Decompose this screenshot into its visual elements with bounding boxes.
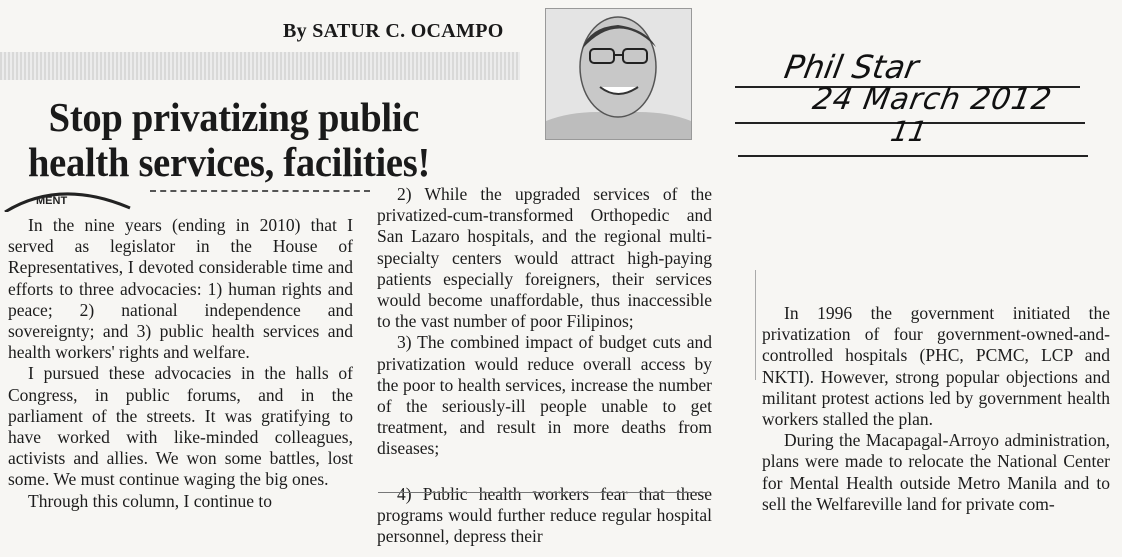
article-column-3 [762, 303, 1110, 515]
column-logo [0, 178, 140, 212]
headline [28, 95, 536, 185]
handwritten-line-3: 11 [888, 115, 930, 148]
headline-line-1: Stop privatizing public [48, 94, 420, 140]
byline: By SATUR C. OCAMPO [283, 20, 504, 42]
author-photo [545, 8, 692, 140]
column3-paragraph-1: In 1996 the government initiated the privatization of four government-owned-and-controlled hospitals (PHC, PCMC, LCP and NKTI). However, strong popular objections and militant protest actions led by government health workers stalled the plan. [762, 303, 1110, 430]
masthead-strip [0, 52, 520, 80]
column2-paragraph-1: 2) While the upgraded services of the privatized-cum-transformed Orthopedic and San Lazaro hospitals, and the regional multi-specialty centers would attract high-paying patients especially foreigners, their services would become unaffordable, thus inaccessible to the vast number of poor Filipinos; [377, 184, 712, 332]
column1-paragraph-2: I pursued these advocacies in the halls of Congress, in public forums, and in the parliament of the streets. It was gratifying to have worked with like-minded colleagues, activists and allies. We won some battles, lost some. We must continue waging the big ones. [8, 363, 353, 490]
column1-paragraph-3: Through this column, I continue to [28, 490, 272, 511]
handwritten-underline-3 [738, 155, 1088, 157]
column2-paragraph-2: 3) The combined impact of budget cuts and privatization would reduce overall access by the poor to health services, increase the number of the seriously-ill people unable to get treatment, and result in more deaths from diseases; [377, 332, 712, 459]
author-portrait-image [546, 9, 691, 139]
column2-paragraph-3: 4) Public health workers fear that these programs would further reduce regular hospital personnel, depress their [377, 483, 712, 547]
article-column-1 [8, 215, 353, 512]
dashed-rule [150, 190, 370, 192]
column3-paragraph-2: During the Macapagal-Arroyo administration, plans were made to relocate the National Center for Mental Health outside Metro Manila and to sell the Welfareville land for private com- [762, 430, 1110, 514]
handwritten-line-2: 24 March 2012 [809, 82, 1055, 117]
handwritten-line-1: Phil Star [781, 48, 922, 86]
column-logo-text: MENT [36, 195, 68, 207]
column2-divider [378, 492, 708, 493]
column1-paragraph-1: In the nine years (ending in 2010) that I served as legislator in the House of Representatives, I devoted considerable time and efforts to three advocacies: 1) human rights and peace; 2) national independence and sovereignty; and 3) public health services and health workers' rights and welfare. [8, 215, 353, 363]
column3-margin-mark [755, 270, 756, 380]
headline-line-2: health services, facilities! [28, 139, 431, 185]
